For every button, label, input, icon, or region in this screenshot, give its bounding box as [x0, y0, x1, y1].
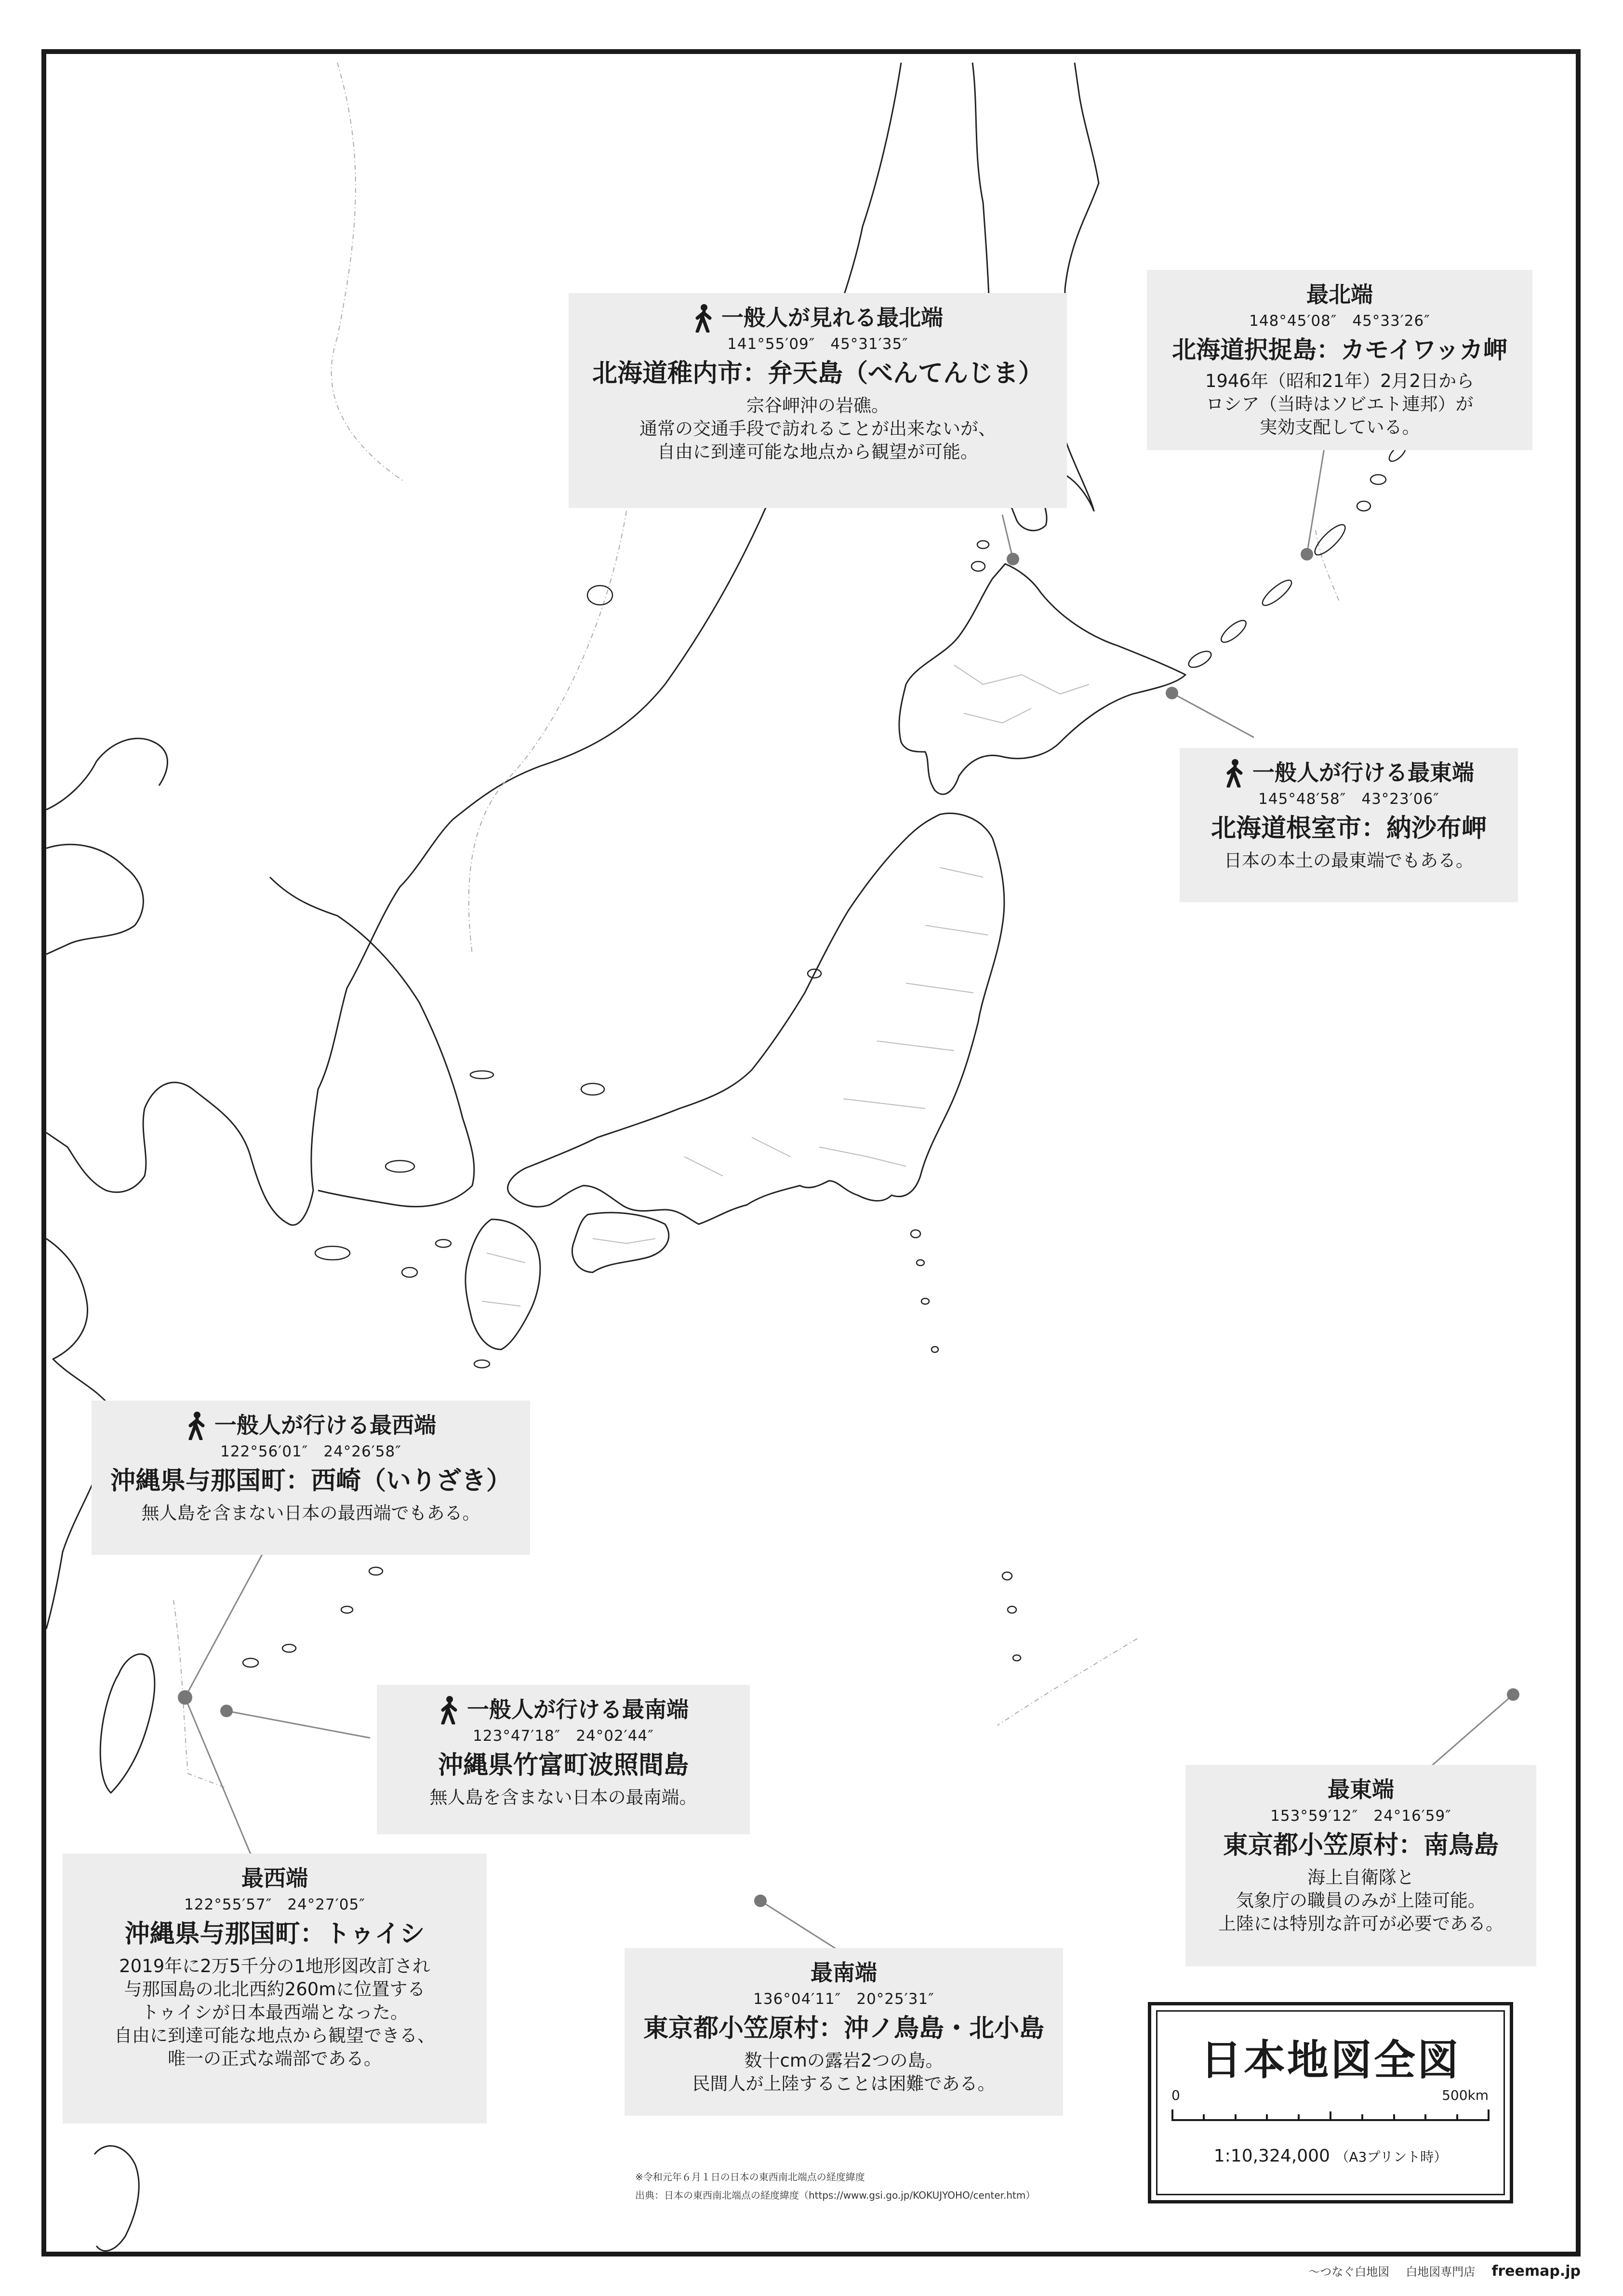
- label-note: [386, 1786, 740, 1809]
- label-south-true: [625, 1948, 1063, 2116]
- label-coords: 148°45′08″ 45°33′26″: [1249, 312, 1430, 330]
- label-note: [1157, 370, 1523, 439]
- label-east-public: [1180, 748, 1518, 902]
- note-line: 日本の本土の最東端でもある。: [1224, 850, 1474, 871]
- footer-tagline: 〜つなぐ白地図: [1308, 2265, 1390, 2279]
- label-place: 北海道根室市：納沙布岬: [1211, 814, 1487, 843]
- note-line: 海上自衛隊と: [1307, 1867, 1414, 1888]
- source-notes: [635, 2168, 1035, 2204]
- note-line: 与那国島の北北西約260mに位置する: [124, 1978, 426, 2000]
- walking-person-icon: [186, 1411, 208, 1440]
- footer-shop: 白地図専門店: [1406, 2265, 1476, 2279]
- label-note: [101, 1502, 520, 1525]
- note-line: 通常の交通手段で訪れることが出来ないが、: [639, 418, 996, 439]
- label-coords: 136°04′11″ 20°25′31″: [753, 1990, 934, 2008]
- note-line: 無人島を含まない日本の最南端。: [429, 1787, 697, 1808]
- label-title-text: 一般人が行ける最東端: [1252, 760, 1474, 786]
- label-title-text: 一般人が行ける最西端: [214, 1412, 436, 1439]
- label-place: 北海道択捉島：カモイワッカ岬: [1172, 336, 1507, 364]
- note-line: トゥイシが日本最西端となった。: [141, 2002, 409, 2023]
- label-coords: 153°59′12″ 24°16′59″: [1270, 1807, 1451, 1825]
- note-line: 上陸には特別な許可が必要である。: [1218, 1913, 1503, 1934]
- label-note: [1189, 849, 1508, 872]
- label-note: [1195, 1866, 1527, 1936]
- legend-title: 日本地図全図: [1200, 2036, 1461, 2084]
- scale-end-label: 500km: [1442, 2087, 1489, 2103]
- map-legend: [1148, 2002, 1513, 2203]
- label-title: [634, 1959, 1053, 1988]
- scale-ratio-value: 1:10,324,000: [1213, 2146, 1330, 2166]
- note-line: 気象庁の職員のみが上陸可能。: [1236, 1890, 1486, 1911]
- label-title: [1157, 280, 1523, 309]
- footer-brand[interactable]: freemap.jp: [1491, 2263, 1581, 2280]
- label-title-text: 最南端: [811, 1960, 877, 1986]
- label-note: [634, 2049, 1053, 2096]
- label-title: [72, 1864, 477, 1893]
- footer: [1308, 2262, 1581, 2280]
- label-place: 東京都小笠原村：沖ノ鳥島・北小島: [643, 2014, 1044, 2043]
- note-line: 宗谷岬沖の岩礁。: [746, 395, 889, 416]
- label-title-text: 最西端: [241, 1865, 308, 1891]
- note-line: 1946年（昭和21年）2月2日から: [1205, 371, 1475, 392]
- scale-note: （A3プリント時）: [1335, 2149, 1448, 2165]
- label-title-text: 最東端: [1328, 1776, 1394, 1802]
- label-north-public: [569, 293, 1067, 508]
- label-title-text: 最北端: [1306, 281, 1373, 307]
- label-coords: 123°47′18″ 24°02′44″: [473, 1727, 654, 1745]
- label-place: 北海道稚内市：弁天島（べんてんじま）: [592, 359, 1043, 388]
- label-note: [72, 1955, 477, 2070]
- label-note: [578, 394, 1057, 464]
- label-title-text: 一般人が行ける最南端: [467, 1696, 689, 1723]
- label-title: [578, 304, 1057, 333]
- note-line: 2019年に2万5千分の1地形図改訂され: [119, 1955, 430, 1976]
- note-line: 実効支配している。: [1259, 417, 1420, 438]
- note-line: 自由に到達可能な地点から観望できる、: [114, 2025, 435, 2046]
- scale-ratio: [1151, 2146, 1510, 2166]
- label-title: [1195, 1775, 1527, 1804]
- note-line-date: ※令和元年６月１日の日本の東西南北端点の経度緯度: [635, 2171, 865, 2183]
- label-east-true: [1185, 1765, 1536, 1966]
- note-line: 民間人が上陸することは困難である。: [692, 2073, 996, 2094]
- scale-bar: [1171, 2107, 1490, 2126]
- note-line-source: 出典：日本の東西南北端点の経度緯度（https://www.gsi.go.jp/KOKUJYOHO/center.htm）: [635, 2189, 1036, 2201]
- label-place: 沖縄県与那国町：トゥイシ: [124, 1920, 425, 1949]
- label-title-text: 一般人が見れる最北端: [721, 305, 943, 331]
- label-title: [386, 1695, 740, 1724]
- note-line: 自由に到達可能な地点から観望が可能。: [657, 441, 978, 463]
- note-line: 無人島を含まない日本の最西端でもある。: [141, 1502, 480, 1523]
- label-coords: 122°55′57″ 24°27′05″: [184, 1896, 365, 1913]
- label-place: 沖縄県与那国町：西崎（いりざき）: [110, 1467, 511, 1496]
- walking-person-icon: [1224, 759, 1246, 788]
- label-title: [101, 1411, 520, 1440]
- scale-start-label: 0: [1171, 2087, 1180, 2103]
- note-line: 数十cmの露岩2つの島。: [744, 2050, 944, 2071]
- label-west-public: [92, 1401, 530, 1555]
- label-place: 東京都小笠原村：南鳥島: [1223, 1831, 1499, 1860]
- walking-person-icon: [438, 1695, 460, 1724]
- label-coords: 145°48′58″ 43°23′06″: [1258, 790, 1439, 808]
- label-south-public: [377, 1685, 750, 1834]
- label-coords: 122°56′01″ 24°26′58″: [220, 1443, 401, 1460]
- label-coords: 141°55′09″ 45°31′35″: [727, 335, 908, 353]
- label-place: 沖縄県竹富町波照間島: [438, 1751, 689, 1780]
- label-title: [1189, 759, 1508, 788]
- note-line: 唯一の正式な端部である。: [168, 2048, 382, 2069]
- label-north-true: [1147, 270, 1532, 450]
- walking-person-icon: [692, 304, 715, 333]
- note-line: ロシア（当時はソビエト連邦）が: [1206, 394, 1474, 415]
- label-west-true: [63, 1854, 487, 2123]
